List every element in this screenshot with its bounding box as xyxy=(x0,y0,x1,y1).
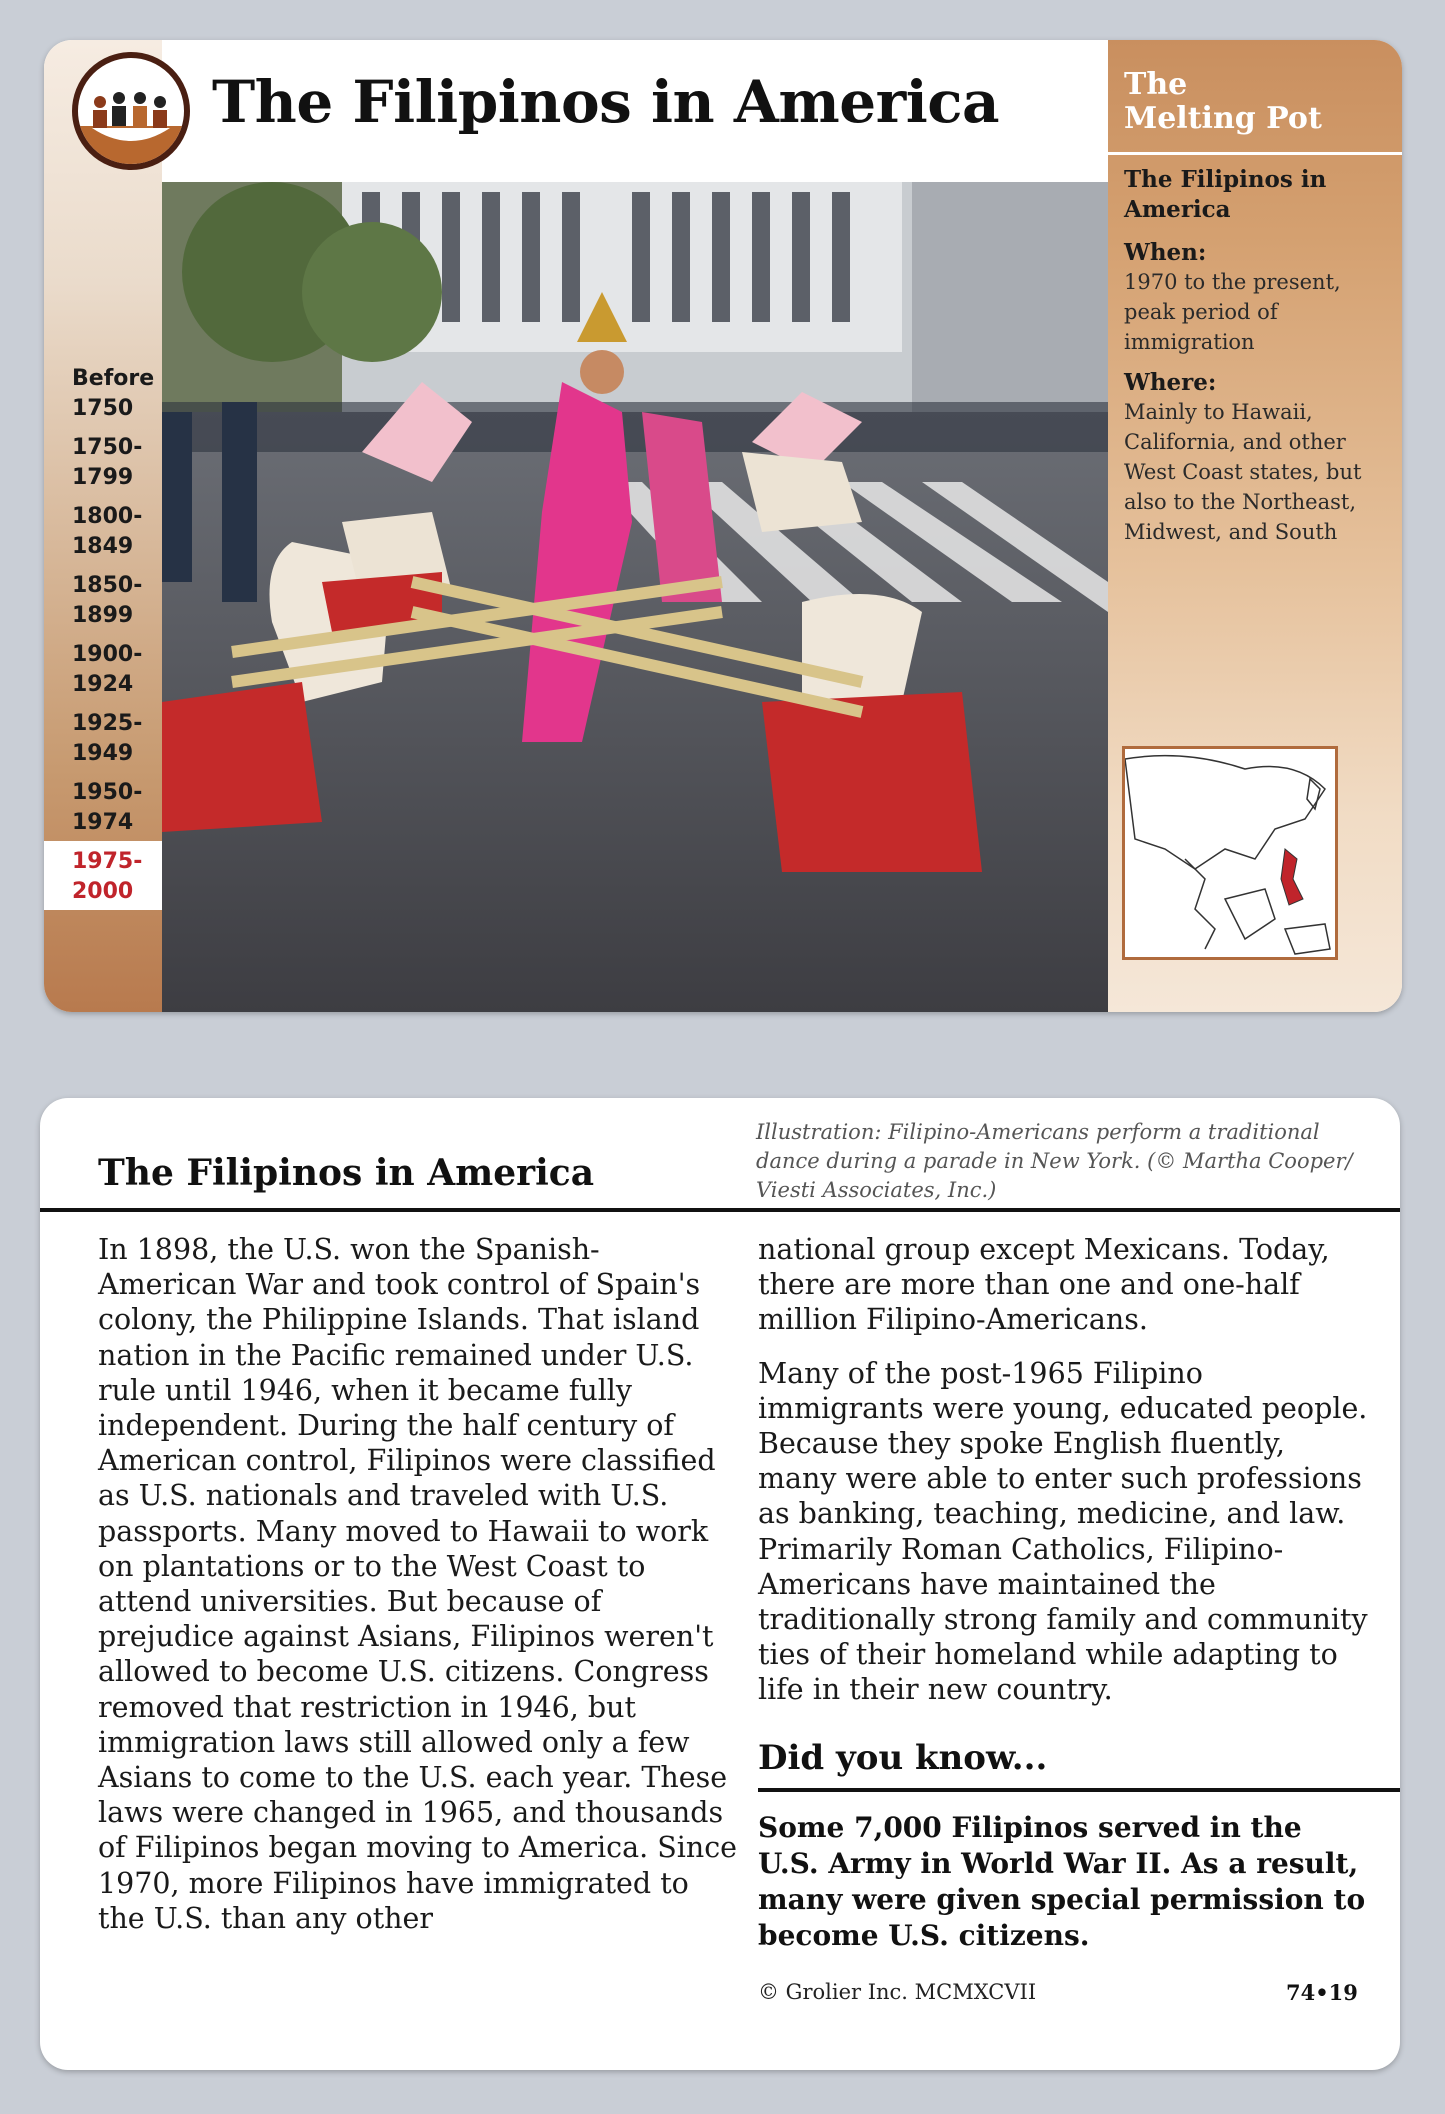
timeline-item: 1950-1974 xyxy=(72,780,143,835)
timeline-item: Before 1750 xyxy=(72,366,155,421)
where-label: Where: xyxy=(1124,369,1217,396)
body-paragraph: Many of the post-1965 Filipino immigrants were young, educated people. Because they spoke English fluently, many were able to enter such professions as banking, teaching, medicine, and law. Primarily Roman Catholics, Filipino-Americans have maintained the traditionally strong family and community ties of their homeland while adapting to life in their new country. xyxy=(758,1356,1368,1707)
topic-title: The Filipinos in America xyxy=(1124,166,1327,223)
timeline-item: 1900-1924 xyxy=(72,642,143,697)
timeline-item: 1925-1949 xyxy=(72,711,143,766)
back-title: The Filipinos in America xyxy=(98,1152,595,1194)
photo-caption: Illustration: Filipino-Americans perform a traditional dance during a parade in New York. (© Martha Cooper/ Viesti Associates, Inc.) xyxy=(756,1120,1353,1202)
card-title: The Filipinos in America xyxy=(212,68,1000,136)
timeline-item: 1800-1849 xyxy=(72,504,143,559)
people-group-icon xyxy=(72,52,190,170)
locator-map xyxy=(1122,746,1338,960)
body-paragraph: In 1898, the U.S. won the Spanish-American War and took control of Spain's colony, the Philippine Islands. That island nation in the Pacific remained under U.S. rule until 1946, when it became fully independent. During the half century of American control, Filipinos were classified as U.S. nationals and traveled with U.S. passports. Many moved to Hawaii to work on plantations or to the West Coast to attend universities. But because of prejudice against Asians, Filipinos weren't allowed to become U.S. citizens. Congress removed that restriction in 1946, but immigration laws still allowed only a few Asians to come to the U.S. each year. These laws were changed in 1965, and thousands of Filipinos began moving to America. Since 1970, more Filipinos have immigrated to the U.S. than any other xyxy=(98,1233,738,1935)
parade-dance-photo xyxy=(162,182,1108,1012)
body-column-right xyxy=(758,1232,1368,1726)
did-you-know-rule xyxy=(758,1788,1400,1792)
did-you-know-text: Some 7,000 Filipinos served in the U.S. Army in World War II. As a result, many were given special permission to become U.S. citizens. xyxy=(758,1811,1366,1952)
back-card xyxy=(40,1098,1400,2070)
when-label: When: xyxy=(1124,239,1207,266)
copyright: © Grolier Inc. MCMXCVII xyxy=(758,1980,1037,2004)
card-number: 74•19 xyxy=(1286,1980,1358,2005)
series-title: The Melting Pot xyxy=(1124,67,1322,136)
front-card xyxy=(44,40,1402,1012)
timeline xyxy=(72,358,162,910)
timeline-item: 1750-1799 xyxy=(72,435,143,490)
timeline-item-active: 1975-2000 xyxy=(44,841,162,910)
body-paragraph: national group except Mexicans. Today, there are more than one and one-half million Filipino-Americans. xyxy=(758,1233,1330,1337)
did-you-know-heading: Did you know... xyxy=(758,1738,1048,1778)
divider xyxy=(1108,152,1402,155)
where-text: Mainly to Hawaii, California, and other West Coast states, but also to the Northeast, Midwest, and South xyxy=(1124,400,1362,544)
header-rule xyxy=(40,1208,1400,1212)
when-text: 1970 to the present, peak period of immigration xyxy=(1124,270,1341,354)
body-column-left xyxy=(98,1232,738,1954)
timeline-item: 1850-1899 xyxy=(72,573,143,628)
